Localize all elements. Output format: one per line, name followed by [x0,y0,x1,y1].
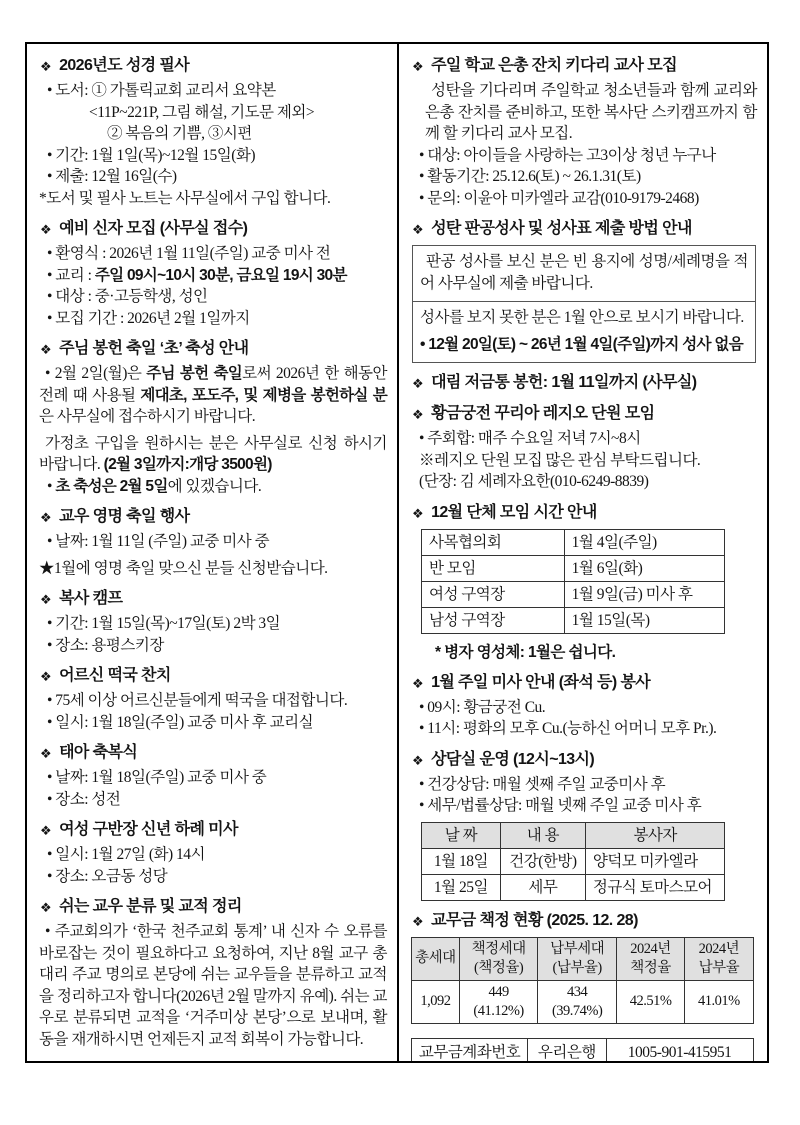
text-line [411,774,757,796]
text-segment: 교무금 책정 현황 (2025. 12. 28) [431,911,638,929]
table-cell: 434 (39.74%) [538,980,617,1023]
section-legio-curia [411,404,757,493]
text-line [411,145,757,167]
text-segment: • 날짜: 1월 11일 (주일) 교중 미사 중 [47,533,270,550]
text-line [39,476,387,498]
notice-box [412,245,756,363]
section-title-text [431,503,597,523]
text-line [39,80,387,102]
section-title [39,339,387,360]
text-line [39,712,387,734]
text-line [411,80,757,145]
text-line [39,690,387,712]
table-row [422,555,725,581]
section-confession-notice [411,219,757,363]
text-segment: • 일시: 1월 18일(주일) 교중 미사 후 교리실 [47,713,314,731]
section-feast-day-event [39,507,387,579]
table-cell: 남성 구역장 [422,607,565,633]
text-line [39,866,387,888]
text-segment: 성탄을 기다리며 주일학교 청소년들과 함께 교리와 은총 잔치를 준비하고, 또한 복사단 스키캠프까지 함께 할 키다리 교사 모집. [425,82,757,142]
text-segment: • 11시: 평화의 모후 Cu.(능하신 어머니 모후 Pr.). [419,720,717,737]
text-segment: • 건강상담: 매월 셋째 주일 교중미사 후 [419,775,666,793]
section-marker-icon: ❖ [40,900,52,915]
text-segment: • 대상: 아이들을 사랑하는 고3이상 청년 누구나 [419,146,716,164]
text-segment: ★1월에 영명 축일 맞으신 분들 신청받습니다. [39,559,328,577]
section-marker-icon: ❖ [412,407,424,422]
data-table [411,937,754,1024]
section-title [39,56,387,77]
text-line [39,531,387,553]
table-header-cell: 2024년 책정율 [616,937,684,980]
section-title [39,589,387,610]
section-title-text [431,373,696,393]
text-segment: • 날짜: 1월 18일(주일) 교중 미사 중 [47,769,267,786]
section-title [411,404,757,425]
text-line [39,166,387,188]
text-segment: • 제출: 12월 16일(수) [47,168,177,185]
section-title [39,507,387,528]
text-line [39,265,387,287]
section-marker-icon: ❖ [412,505,424,521]
table-cell: 1월 6일(화) [564,555,725,581]
table-header-cell: 총세대 [412,937,460,980]
table-cell: 1월 4일(주일) [564,529,725,555]
section-marker-icon: ❖ [40,823,52,838]
table-header-cell: 2024년 납부율 [685,937,753,980]
table-header-cell: 봉사자 [585,822,725,848]
text-segment: • [47,477,56,495]
table-cell: 1월 25일 [422,874,501,900]
section-title-text [59,897,242,917]
section-january-mass-service [411,673,757,740]
text-segment: 교우 영명 축일 행사 [59,508,190,525]
text-line [39,243,387,265]
text-line [411,166,757,188]
text-segment: • 75세 이상 어르신분들에게 떡국을 대접합니다. [47,692,348,709]
section-new-year-mass [39,820,387,887]
text-line [39,363,387,428]
section-catechumen-recruit [39,219,387,329]
table-row [412,1038,754,1061]
table-header-cell: 내 용 [500,822,585,848]
section-december-group-meetings [411,503,757,663]
section-title [411,56,757,77]
table-cell: 1005-901-415951 [606,1038,753,1061]
text-segment: 쉬는 교우 분류 및 교적 정리 [59,898,242,915]
section-marker-icon: ❖ [40,592,52,607]
section-inactive-members [39,897,387,1050]
table-cell: 1월 18일 [422,848,501,874]
text-segment: • 장소: 오금동 성당 [47,867,168,885]
section-candle-blessing [39,339,387,497]
table-cell: 42.51% [616,980,684,1023]
text-segment: (단장: 김 세례자요한(010-6249-8839) [419,473,649,490]
text-line [411,450,757,472]
text-segment: • 기간: 1월 1일(목)~12월 15일(화) [47,146,256,164]
text-segment: • 환영식 : 2026년 1월 11일(주일) 교중 미사 전 [47,245,331,262]
text-segment: 태아 축복식 [59,744,138,761]
notice-box-cell [413,246,755,301]
text-line [39,188,387,210]
text-segment: 주님 봉헌 축일 [146,365,243,382]
section-title [411,373,757,394]
table-row [422,607,725,633]
section-title-text [431,404,654,424]
text-line [420,251,748,294]
section-title [39,897,387,918]
text-segment: 초 축성은 2월 5일 [55,477,168,495]
section-title [411,911,757,932]
section-marker-icon: ❖ [40,746,52,761]
table-cell: 여성 구역장 [422,581,565,607]
text-segment: • 2월 2일(월)은 [45,365,147,382]
text-segment: • 기간: 1월 15일(목)~17일(토) 2박 3일 [47,615,281,632]
text-segment: 로써 2026년 한 해동안 전례 때 사용될 [39,365,388,404]
table-cell: 세무 [500,874,585,900]
section-title [39,219,387,240]
text-line [411,471,757,493]
table-row [422,874,725,900]
table-cell: 사목협의회 [422,529,565,555]
section-marker-icon: ❖ [412,376,424,391]
text-segment: 제대초, 포도주, 및 제병을 봉헌하실 분 [140,386,388,404]
text-segment: 예비 신자 모집 (사무실 접수) [59,220,248,237]
text-segment: • 문의: 이윤아 미카엘라 교감(010-9179-2468) [419,189,699,207]
text-line [39,767,387,789]
section-title-text [431,750,594,770]
section-marker-icon: ❖ [40,222,52,237]
section-title-text [59,666,171,686]
text-segment: *도서 및 필사 노트는 사무실에서 구입 합니다. [39,189,331,207]
text-segment: • 12월 20일(토) ~ 26년 1월 4일(주일)까지 성사 없음 [420,335,743,353]
section-title-text [59,219,247,239]
section-title-text [59,743,137,763]
table-header-cell: 책정세대 (책정율) [459,937,538,980]
text-segment: • 교리 : [47,266,95,284]
text-segment: 2026년도 성경 필사 [59,57,190,74]
section-counseling-room [411,750,757,901]
section-title-text [431,911,638,931]
text-line [411,428,757,450]
section-title-text [431,219,692,239]
text-segment: <11P~221P, 그림 해설, 기도문 제외> [89,103,315,121]
section-title [411,219,757,240]
text-segment: • 주회합: 매주 수요일 저녁 7시~8시 [419,430,641,447]
table-cell: 1월 9일(금) 미사 후 [564,581,725,607]
section-sunday-school-teachers [411,56,757,209]
table-header-cell: 날 짜 [422,822,501,848]
section-altar-server-camp [39,589,387,656]
table-header-row [422,822,725,848]
text-segment: • 주교회의가 ‘한국 천주교회 통계’ 내 신자 수 오류를 바로잡는 것이 필요하다고 요청하여, 지난 8월 교구 총대리 주교 명의로 본당에 쉬는 교우들을 분류하고 교적을 정리하고자 합니다(2026년 2월 말까지 유예). 쉬는 교우로 분류되면 교적을 ‘거주미상 본당’으로 보내며, 활동을 재개하시면 언제든지 교적 회복이 가능합니다. [39,923,387,1048]
table-row [422,848,725,874]
data-table [421,822,725,901]
text-line [39,921,387,1050]
text-segment: 은 사무실에 접수하시기 바랍니다. [39,408,256,425]
text-line [39,308,387,330]
section-title [39,820,387,841]
table-cell: 반 모임 [422,555,565,581]
text-segment: 가정초 구입을 원하시는 분은 사무실로 신청 하시기 바랍니다. [39,434,387,473]
text-line [39,558,387,580]
section-unborn-blessing [39,743,387,810]
section-title [411,503,757,524]
text-line [39,613,387,635]
text-segment: 12월 단체 모임 시간 안내 [431,503,597,521]
text-segment: • 장소: 성전 [47,790,121,808]
section-marker-icon: ❖ [412,675,424,691]
text-line [39,789,387,811]
text-segment: (2월 3일까지:개당 3500원) [103,456,272,473]
section-title-text [59,820,238,840]
text-segment: 주일 학교 은총 잔치 키다리 교사 모집 [431,57,677,74]
section-title [39,666,387,687]
section-title-text [59,339,248,359]
text-line [411,718,757,740]
column-right [397,44,767,1061]
text-segment: • 09시: 황금궁전 Cu. [419,698,546,716]
section-title-text [59,56,189,76]
section-marker-icon: ❖ [412,59,424,74]
text-segment: ※레지오 단원 모집 많은 관심 부탁드립니다. [419,451,701,469]
text-segment: 여성 구반장 신년 하례 미사 [59,821,238,838]
table-header-cell: 납부세대 (납부율) [538,937,617,980]
text-segment: 복사 캠프 [59,590,123,607]
text-line [411,697,757,719]
text-line [411,795,757,817]
notice-box-cell [413,301,755,362]
section-title [411,750,757,771]
section-title [39,743,387,764]
text-line [420,334,748,356]
text-segment: 황금궁전 꾸리아 레지오 단원 모임 [431,405,655,422]
text-segment: ② 복음의 기쁨, ③시편 [107,125,252,142]
bulletin-page [25,42,769,1063]
section-advent-piggy-bank [411,373,757,394]
table-cell: 정규식 토마스모어 [585,874,725,900]
section-title-text [59,507,189,527]
text-line [39,123,387,145]
section-title-text [431,56,677,76]
text-line [39,102,387,124]
table-cell: 1,092 [412,980,460,1023]
text-line [420,307,748,329]
section-marker-icon: ❖ [40,669,52,684]
section-marker-icon: ❖ [412,222,424,237]
text-segment: 대림 저금통 봉헌: 1월 11일까지 (사무실) [431,374,697,391]
text-segment: 어르신 떡국 찬치 [59,667,171,684]
text-segment: 상담실 운영 (12시~13시) [431,750,595,768]
text-segment: • 활동기간: 25.12.6(토) ~ 26.1.31(토) [419,168,641,185]
table-cell: 건강(한방) [500,848,585,874]
table-row [412,980,754,1023]
text-line [39,286,387,308]
text-line [411,188,757,210]
section-elders-soup [39,666,387,733]
section-church-dues [411,911,757,1062]
text-segment: 주일 09시~10시 30분, 금요일 19시 30분 [94,266,347,284]
section-title [411,673,757,694]
text-segment: 성탄 판공성사 및 성사표 제출 방법 안내 [431,220,692,237]
table-cell: 우리은행 [528,1038,607,1061]
text-segment: 주님 봉헌 축일 ‘초’ 축성 안내 [59,340,249,357]
table-row [422,581,725,607]
text-segment: • 대상 : 중·고등학생, 성인 [47,288,208,305]
section-marker-icon: ❖ [40,59,52,74]
text-segment: • 도서: ① 가톨릭교회 교리서 요약본 [47,82,276,99]
section-marker-icon: ❖ [412,913,424,929]
section-title-text [431,673,650,693]
section-marker-icon: ❖ [40,342,52,357]
table-cell: 449 (41.12%) [459,980,538,1023]
text-segment: 성사를 보지 못한 분은 1월 안으로 보시기 바랍니다. [420,309,744,326]
data-table [411,1038,754,1062]
text-segment: 1월 주일 미사 안내 (좌석 등) 봉사 [431,673,651,691]
table-cell: 41.01% [685,980,753,1023]
text-segment: • 장소: 용평스키장 [47,636,164,654]
text-segment: • 모집 기간 : 2026년 2월 1일까지 [47,309,250,327]
text-line [39,433,387,476]
column-left [27,44,397,1061]
text-line [39,635,387,657]
section-marker-icon: ❖ [40,510,52,525]
table-cell: 1월 15일(목) [564,607,725,633]
table-cell: 양덕모 미카엘라 [585,848,725,874]
text-segment: 판공 성사를 보신 분은 빈 용지에 성명/세례명을 적어 사무실에 제출 바랍니다. [420,253,748,292]
table-row [422,529,725,555]
text-segment: • 세무/법률상담: 매월 넷째 주일 교중 미사 후 [419,797,702,814]
section-marker-icon: ❖ [412,752,424,768]
text-segment: 에 있겠습니다. [167,477,262,495]
text-line [39,145,387,167]
table-header-row [412,937,754,980]
note-line: * 병자 영성체: 1월은 쉽니다. [435,643,616,661]
table-cell: 교무금계좌번호 [412,1038,528,1061]
text-segment: • 일시: 1월 27일 (화) 14시 [47,846,206,863]
text-line [39,844,387,866]
section-title-text [59,589,122,609]
section-bible-transcription [39,56,387,209]
data-table [421,529,725,634]
